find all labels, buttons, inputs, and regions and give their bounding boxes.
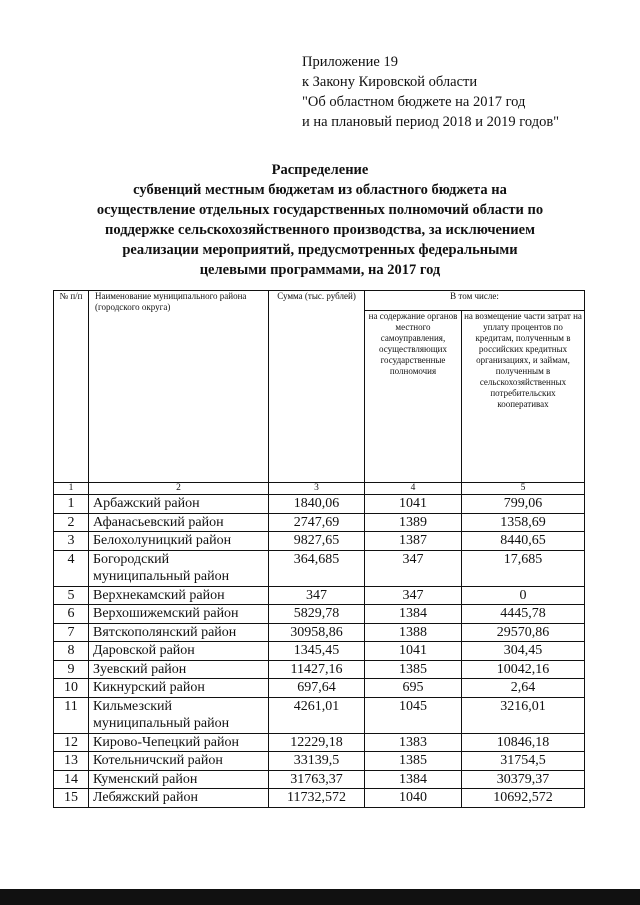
table-row <box>54 679 585 698</box>
title-line: Распределение <box>271 162 369 178</box>
header-number: № п/п <box>54 291 89 483</box>
sum-cell: 4261,01 <box>269 697 365 733</box>
row-number: 7 <box>54 623 89 642</box>
sum-cell: 5829,78 <box>269 605 365 624</box>
table-row <box>54 642 585 661</box>
title-line: целевыми программами, на 2017 год <box>199 262 441 278</box>
table-row <box>54 697 585 733</box>
row-number: 3 <box>54 532 89 551</box>
table-row <box>54 733 585 752</box>
interest-cell: 30379,37 <box>462 770 585 789</box>
maintenance-cell: 347 <box>365 550 462 586</box>
district-name: Верхошижемский район <box>89 605 269 624</box>
table-row <box>54 660 585 679</box>
table-row <box>54 513 585 532</box>
row-number: 8 <box>54 642 89 661</box>
sum-cell: 364,685 <box>269 550 365 586</box>
district-name: Даровской район <box>89 642 269 661</box>
maintenance-cell: 1383 <box>365 733 462 752</box>
sum-cell: 31763,37 <box>269 770 365 789</box>
table-row <box>54 770 585 789</box>
row-number: 9 <box>54 660 89 679</box>
interest-cell: 3216,01 <box>462 697 585 733</box>
maintenance-cell: 1388 <box>365 623 462 642</box>
row-number: 14 <box>54 770 89 789</box>
sum-cell: 33139,5 <box>269 752 365 771</box>
district-name: Кикнурский район <box>89 679 269 698</box>
row-number: 1 <box>54 495 89 514</box>
district-name: Кирово-Чепецкий район <box>89 733 269 752</box>
maintenance-cell: 1045 <box>365 697 462 733</box>
table-row <box>54 752 585 771</box>
district-name: Кильмезский муниципальный район <box>89 697 269 733</box>
table-row <box>54 495 585 514</box>
row-number: 4 <box>54 550 89 586</box>
district-name: Афанасьевский район <box>89 513 269 532</box>
sum-cell: 9827,65 <box>269 532 365 551</box>
header-sum: Сумма (тыс. рублей) <box>269 291 365 483</box>
maintenance-cell: 1040 <box>365 789 462 808</box>
district-name: Белохолуницкий район <box>89 532 269 551</box>
table-row <box>54 789 585 808</box>
district-name: Арбажский район <box>89 495 269 514</box>
interest-cell: 304,45 <box>462 642 585 661</box>
header-including: В том числе: <box>365 291 585 311</box>
district-name: Верхнекамский район <box>89 586 269 605</box>
appendix-header <box>302 52 602 132</box>
appendix-line: к Закону Кировской области <box>302 74 478 90</box>
appendix-line: "Об областном бюджете на 2017 год <box>302 94 526 110</box>
row-number: 5 <box>54 586 89 605</box>
interest-cell: 0 <box>462 586 585 605</box>
column-number: 3 <box>269 483 365 495</box>
interest-cell: 799,06 <box>462 495 585 514</box>
interest-cell: 8440,65 <box>462 532 585 551</box>
column-number: 2 <box>89 483 269 495</box>
maintenance-cell: 1385 <box>365 660 462 679</box>
interest-cell: 29570,86 <box>462 623 585 642</box>
table-row <box>54 550 585 586</box>
row-number: 13 <box>54 752 89 771</box>
interest-cell: 31754,5 <box>462 752 585 771</box>
sum-cell: 12229,18 <box>269 733 365 752</box>
table-row <box>54 586 585 605</box>
title-line: поддержке сельскохозяйственного производства, за исключением <box>105 222 535 238</box>
interest-cell: 10692,572 <box>462 789 585 808</box>
column-numbers-row <box>54 483 585 495</box>
column-number: 5 <box>462 483 585 495</box>
table-row <box>54 623 585 642</box>
sum-cell: 11427,16 <box>269 660 365 679</box>
maintenance-cell: 1389 <box>365 513 462 532</box>
header-name: Наименование муниципального района (городского округа) <box>89 291 269 483</box>
title-line: реализации мероприятий, предусмотренных федеральными <box>122 242 518 258</box>
sum-cell: 2747,69 <box>269 513 365 532</box>
district-name: Вятскополянский район <box>89 623 269 642</box>
sum-cell: 30958,86 <box>269 623 365 642</box>
table-row <box>54 532 585 551</box>
maintenance-cell: 1041 <box>365 495 462 514</box>
table-row <box>54 605 585 624</box>
scan-edge-bar <box>0 889 640 905</box>
interest-cell: 4445,78 <box>462 605 585 624</box>
sum-cell: 347 <box>269 586 365 605</box>
maintenance-cell: 1385 <box>365 752 462 771</box>
district-name: Котельничский район <box>89 752 269 771</box>
row-number: 6 <box>54 605 89 624</box>
row-number: 11 <box>54 697 89 733</box>
sum-cell: 11732,572 <box>269 789 365 808</box>
sum-cell: 1840,06 <box>269 495 365 514</box>
interest-cell: 10846,18 <box>462 733 585 752</box>
interest-cell: 1358,69 <box>462 513 585 532</box>
row-number: 10 <box>54 679 89 698</box>
district-name: Лебяжский район <box>89 789 269 808</box>
row-number: 15 <box>54 789 89 808</box>
maintenance-cell: 347 <box>365 586 462 605</box>
distribution-table <box>53 290 585 808</box>
column-number: 1 <box>54 483 89 495</box>
district-name: Богородский муниципальный район <box>89 550 269 586</box>
title-line: субвенций местным бюджетам из областного бюджета на <box>133 182 507 198</box>
district-name: Зуевский район <box>89 660 269 679</box>
appendix-line: Приложение 19 <box>302 54 398 70</box>
district-name: Куменский район <box>89 770 269 789</box>
header-sub-interest: на возмещение части затрат на уплату процентов по кредитам, полученным в российских кредитных организациях, и займам, полученным в сельскохозяйственных потребительских кооперативах <box>462 311 585 483</box>
maintenance-cell: 695 <box>365 679 462 698</box>
maintenance-cell: 1384 <box>365 770 462 789</box>
column-number: 4 <box>365 483 462 495</box>
title-line: осуществление отдельных государственных полномочий области по <box>96 202 544 218</box>
document-title <box>60 160 580 280</box>
interest-cell: 10042,16 <box>462 660 585 679</box>
sum-cell: 697,64 <box>269 679 365 698</box>
maintenance-cell: 1384 <box>365 605 462 624</box>
appendix-line: и на плановый период 2018 и 2019 годов" <box>302 114 560 130</box>
sum-cell: 1345,45 <box>269 642 365 661</box>
row-number: 12 <box>54 733 89 752</box>
row-number: 2 <box>54 513 89 532</box>
maintenance-cell: 1041 <box>365 642 462 661</box>
interest-cell: 2,64 <box>462 679 585 698</box>
interest-cell: 17,685 <box>462 550 585 586</box>
maintenance-cell: 1387 <box>365 532 462 551</box>
header-sub-maintenance: на содержание органов местного самоуправления, осуществляющих государственные полномочия <box>365 311 462 483</box>
